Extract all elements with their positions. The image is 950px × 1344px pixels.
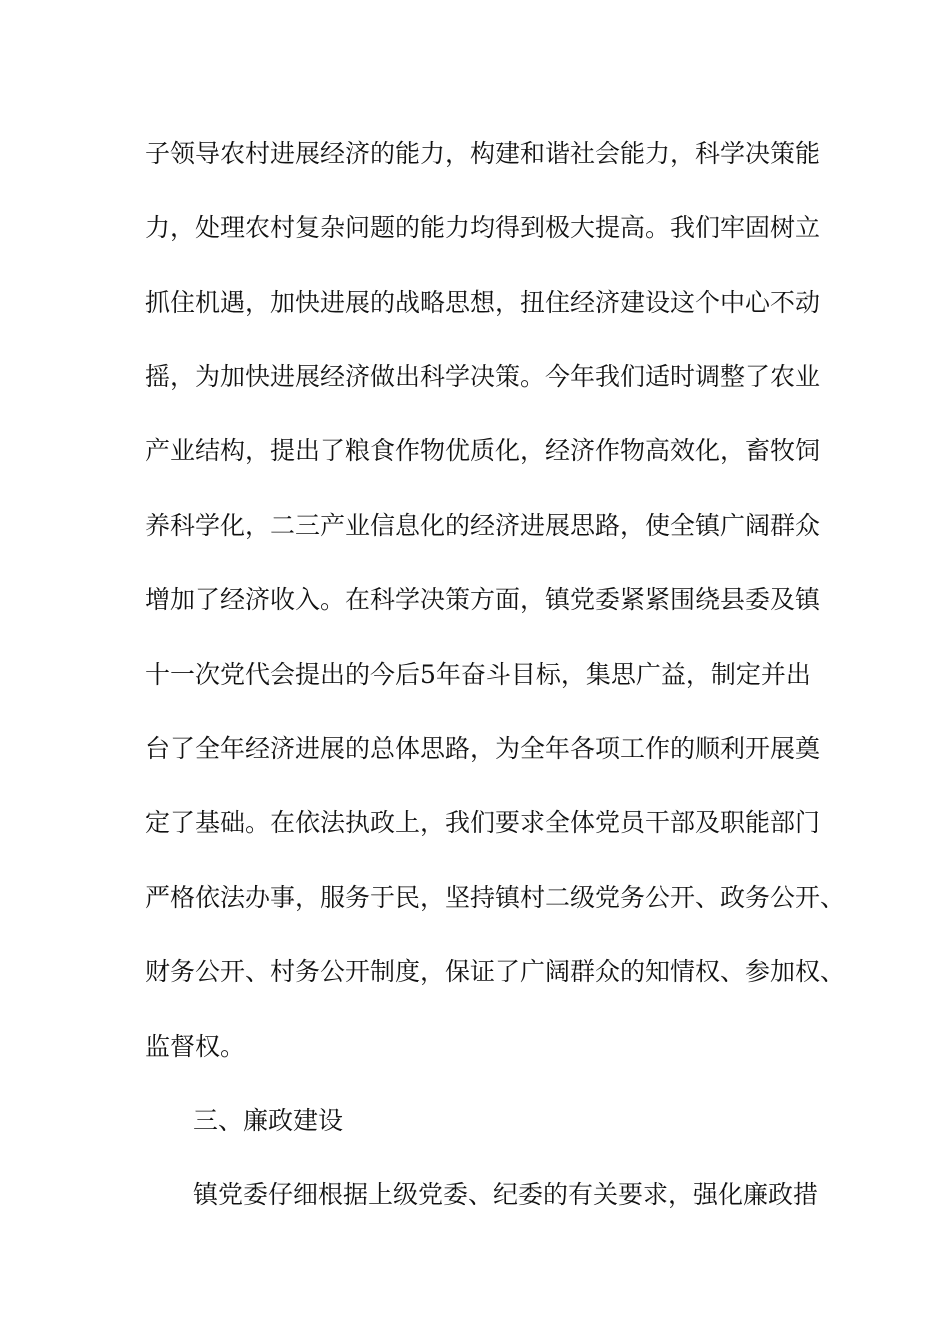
paragraph-line: 子领导农村进展经济的能力，构建和谐社会能力，科学决策能: [145, 139, 821, 168]
paragraph-line: 监督权。: [145, 1032, 246, 1061]
paragraph-line: 十一次党代会提出的今后5年奋斗目标，集思广益，制定并出: [145, 660, 811, 689]
paragraph-line: 抓住机遇，加快进展的战略思想，扭住经济建设这个中心不动: [145, 288, 821, 317]
paragraph-line: 镇党委仔细根据上级党委、纪委的有关要求，强化廉政措: [193, 1180, 819, 1209]
paragraph-line: 产业结构，提出了粮食作物优质化，经济作物高效化，畜牧饲: [145, 436, 821, 465]
paragraph-line: 力，处理农村复杂问题的能力均得到极大提高。我们牢固树立: [145, 213, 821, 242]
paragraph-line: 摇，为加快进展经济做出科学决策。今年我们适时调整了农业: [145, 362, 821, 391]
paragraph-line: 定了基础。在依法执政上，我们要求全体党员干部及职能部门: [145, 808, 821, 837]
paragraph-line: 养科学化，二三产业信息化的经济进展思路，使全镇广阔群众: [145, 511, 821, 540]
paragraph-line: 财务公开、村务公开制度，保证了广阔群众的知情权、参加权、: [145, 957, 846, 986]
paragraph-line: 台了全年经济进展的总体思路，为全年各项工作的顺利开展奠: [145, 734, 821, 763]
paragraph-line: 增加了经济收入。在科学决策方面，镇党委紧紧围绕县委及镇: [145, 585, 821, 614]
section-heading: 三、廉政建设: [193, 1106, 344, 1135]
paragraph-line: 严格依法办事，服务于民，坚持镇村二级党务公开、政务公开、: [145, 883, 846, 912]
